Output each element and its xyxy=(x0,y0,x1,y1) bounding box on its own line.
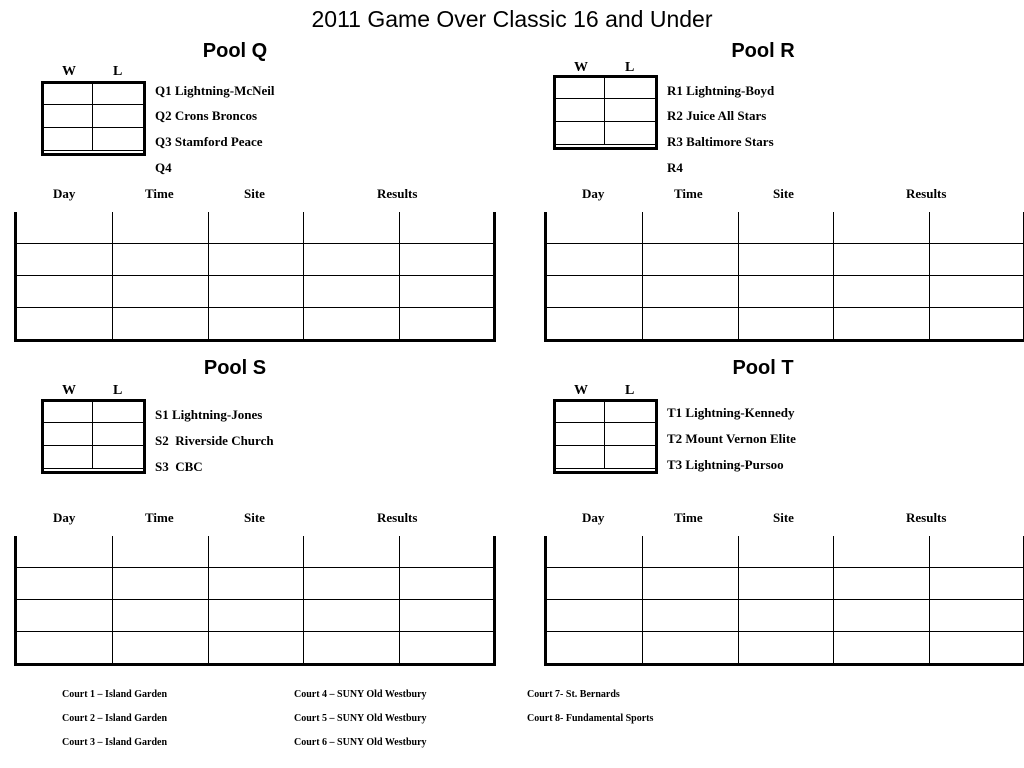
pool-r xyxy=(512,40,1024,370)
schedule-cell[interactable] xyxy=(208,536,304,568)
schedule-cell[interactable] xyxy=(304,632,400,664)
schedule-cell[interactable] xyxy=(738,308,834,340)
schedule-cell[interactable] xyxy=(547,568,643,600)
schedule-cell[interactable] xyxy=(208,212,304,244)
win-loss-grid xyxy=(553,75,656,145)
wl-cell[interactable] xyxy=(554,122,605,145)
schedule-cell[interactable] xyxy=(304,212,400,244)
pool-q-title: Pool Q xyxy=(202,40,268,62)
wins-header: W xyxy=(62,383,76,398)
schedule-cell[interactable] xyxy=(930,308,1024,340)
day-header: Day xyxy=(53,186,76,201)
losses-header: L xyxy=(113,383,123,398)
schedule-cell[interactable] xyxy=(304,568,400,600)
wins-header: W xyxy=(574,60,588,75)
schedule-cell[interactable] xyxy=(17,536,113,568)
wl-cell[interactable] xyxy=(93,446,144,469)
win-loss-grid xyxy=(553,399,656,469)
schedule-cell[interactable] xyxy=(400,632,496,664)
wl-cell[interactable] xyxy=(42,400,93,423)
schedule-cell[interactable] xyxy=(834,212,930,244)
schedule-cell[interactable] xyxy=(112,244,208,276)
pool-t xyxy=(512,357,1024,687)
pool-q xyxy=(0,40,512,370)
schedule-cell[interactable] xyxy=(547,536,643,568)
schedule-cell[interactable] xyxy=(208,276,304,308)
team-q4: Q4 xyxy=(155,160,172,175)
schedule-cell[interactable] xyxy=(304,600,400,632)
wl-cell[interactable] xyxy=(605,76,656,99)
wl-cell[interactable] xyxy=(42,423,93,446)
schedule-cell[interactable] xyxy=(547,600,643,632)
wl-cell[interactable] xyxy=(93,82,144,105)
team-s1: S1 Lightning-Jones xyxy=(155,407,263,422)
schedule-cell[interactable] xyxy=(400,568,496,600)
schedule-table xyxy=(16,212,496,340)
site-header: Site xyxy=(773,186,794,201)
team-q3: Q3 Stamford Peace xyxy=(155,134,263,149)
team-q1: Q1 Lightning-McNeil xyxy=(155,83,275,98)
wl-cell[interactable] xyxy=(93,400,144,423)
schedule-cell[interactable] xyxy=(17,600,113,632)
schedule-cell[interactable] xyxy=(930,568,1024,600)
wl-cell[interactable] xyxy=(42,128,93,151)
wl-cell[interactable] xyxy=(554,99,605,122)
pool-s xyxy=(0,357,512,687)
schedule-cell[interactable] xyxy=(738,244,834,276)
schedule-cell[interactable] xyxy=(208,308,304,340)
results-header: Results xyxy=(906,186,947,201)
day-header: Day xyxy=(582,510,605,525)
schedule-cell[interactable] xyxy=(547,308,643,340)
schedule-cell[interactable] xyxy=(642,632,738,664)
team-r1: R1 Lightning-Boyd xyxy=(667,83,775,98)
schedule-cell[interactable] xyxy=(112,212,208,244)
court-3: Court 3 – Island Garden xyxy=(62,737,168,748)
results-header: Results xyxy=(377,510,418,525)
schedule-cell[interactable] xyxy=(304,244,400,276)
schedule-cell[interactable] xyxy=(17,212,113,244)
schedule-cell[interactable] xyxy=(930,212,1024,244)
schedule-cell[interactable] xyxy=(834,536,930,568)
schedule-cell[interactable] xyxy=(547,212,643,244)
schedule-cell[interactable] xyxy=(400,536,496,568)
schedule-cell[interactable] xyxy=(642,536,738,568)
schedule-cell[interactable] xyxy=(642,212,738,244)
schedule-cell[interactable] xyxy=(738,600,834,632)
schedule-cell[interactable] xyxy=(834,600,930,632)
day-header: Day xyxy=(53,510,76,525)
schedule-cell[interactable] xyxy=(547,244,643,276)
pool-r-title: Pool R xyxy=(731,40,795,62)
schedule-cell[interactable] xyxy=(208,632,304,664)
win-loss-grid xyxy=(41,399,144,469)
team-t2: T2 Mount Vernon Elite xyxy=(667,431,796,446)
wl-cell[interactable] xyxy=(554,423,605,446)
wins-header: W xyxy=(62,64,76,79)
team-t3: T3 Lightning-Pursoo xyxy=(667,457,784,472)
schedule-cell[interactable] xyxy=(738,632,834,664)
pool-t-title: Pool T xyxy=(732,357,794,379)
schedule-cell[interactable] xyxy=(208,568,304,600)
win-loss-grid xyxy=(41,81,144,151)
team-r2: R2 Juice All Stars xyxy=(667,108,767,123)
time-header: Time xyxy=(145,186,174,201)
schedule-cell[interactable] xyxy=(17,276,113,308)
wins-header: W xyxy=(574,383,588,398)
schedule-cell[interactable] xyxy=(547,632,643,664)
schedule-cell[interactable] xyxy=(930,600,1024,632)
court-2: Court 2 – Island Garden xyxy=(62,713,168,724)
time-header: Time xyxy=(145,510,174,525)
team-q2: Q2 Crons Broncos xyxy=(155,108,258,123)
court-7: Court 7- St. Bernards xyxy=(527,689,620,700)
wl-cell[interactable] xyxy=(554,446,605,469)
wl-cell[interactable] xyxy=(42,105,93,128)
schedule-cell[interactable] xyxy=(17,568,113,600)
schedule-cell[interactable] xyxy=(642,244,738,276)
day-header: Day xyxy=(582,186,605,201)
site-header: Site xyxy=(244,186,265,201)
schedule-table xyxy=(546,212,1024,340)
wl-cell[interactable] xyxy=(605,400,656,423)
schedule-cell[interactable] xyxy=(547,276,643,308)
team-s3: S3 CBC xyxy=(155,459,203,474)
schedule-cell[interactable] xyxy=(400,308,496,340)
page-title: 2011 Game Over Classic 16 and Under xyxy=(311,6,713,32)
schedule-cell[interactable] xyxy=(834,244,930,276)
wl-cell[interactable] xyxy=(605,122,656,145)
schedule-cell[interactable] xyxy=(112,568,208,600)
schedule-cell[interactable] xyxy=(112,308,208,340)
schedule-cell[interactable] xyxy=(642,308,738,340)
court-1: Court 1 – Island Garden xyxy=(62,689,168,700)
results-header: Results xyxy=(377,186,418,201)
schedule-cell[interactable] xyxy=(738,568,834,600)
wl-cell[interactable] xyxy=(93,105,144,128)
wl-cell[interactable] xyxy=(605,99,656,122)
schedule-cell[interactable] xyxy=(642,600,738,632)
site-header: Site xyxy=(244,510,265,525)
schedule-cell[interactable] xyxy=(738,212,834,244)
team-s2: S2 Riverside Church xyxy=(155,433,274,448)
schedule-cell[interactable] xyxy=(400,600,496,632)
schedule-cell[interactable] xyxy=(17,632,113,664)
losses-header: L xyxy=(625,60,635,75)
court-8: Court 8- Fundamental Sports xyxy=(527,713,654,724)
court-6: Court 6 – SUNY Old Westbury xyxy=(294,737,427,748)
losses-header: L xyxy=(625,383,635,398)
wl-cell[interactable] xyxy=(42,446,93,469)
schedule-cell[interactable] xyxy=(400,244,496,276)
schedule-cell[interactable] xyxy=(304,276,400,308)
schedule-cell[interactable] xyxy=(400,276,496,308)
schedule-cell[interactable] xyxy=(17,308,113,340)
team-r3: R3 Baltimore Stars xyxy=(667,134,774,149)
schedule-cell[interactable] xyxy=(208,600,304,632)
schedule-cell[interactable] xyxy=(930,536,1024,568)
schedule-cell[interactable] xyxy=(208,244,304,276)
court-4: Court 4 – SUNY Old Westbury xyxy=(294,689,427,700)
schedule-cell[interactable] xyxy=(17,244,113,276)
schedule-cell[interactable] xyxy=(930,276,1024,308)
schedule-cell[interactable] xyxy=(834,276,930,308)
results-header: Results xyxy=(906,510,947,525)
schedule-table xyxy=(16,536,496,664)
schedule-cell[interactable] xyxy=(834,308,930,340)
schedule-cell[interactable] xyxy=(112,276,208,308)
schedule-cell[interactable] xyxy=(930,244,1024,276)
time-header: Time xyxy=(674,510,703,525)
schedule-cell[interactable] xyxy=(112,600,208,632)
wl-cell[interactable] xyxy=(605,423,656,446)
court-5: Court 5 – SUNY Old Westbury xyxy=(294,713,427,724)
schedule-cell[interactable] xyxy=(304,536,400,568)
wl-cell[interactable] xyxy=(93,128,144,151)
schedule-cell[interactable] xyxy=(834,632,930,664)
schedule-cell[interactable] xyxy=(642,568,738,600)
time-header: Time xyxy=(674,186,703,201)
schedule-cell[interactable] xyxy=(738,536,834,568)
schedule-cell[interactable] xyxy=(304,308,400,340)
wl-cell[interactable] xyxy=(93,423,144,446)
team-r4: R4 xyxy=(667,160,683,175)
schedule-cell[interactable] xyxy=(930,632,1024,664)
pool-s-title: Pool S xyxy=(203,357,267,379)
site-header: Site xyxy=(773,510,794,525)
wl-cell[interactable] xyxy=(42,82,93,105)
schedule-cell[interactable] xyxy=(112,632,208,664)
losses-header: L xyxy=(113,64,123,79)
schedule-cell[interactable] xyxy=(642,276,738,308)
team-t1: T1 Lightning-Kennedy xyxy=(667,405,795,420)
wl-cell[interactable] xyxy=(554,400,605,423)
schedule-cell[interactable] xyxy=(738,276,834,308)
schedule-cell[interactable] xyxy=(834,568,930,600)
wl-cell[interactable] xyxy=(554,76,605,99)
schedule-cell[interactable] xyxy=(400,212,496,244)
wl-cell[interactable] xyxy=(605,446,656,469)
schedule-table xyxy=(546,536,1024,664)
schedule-cell[interactable] xyxy=(112,536,208,568)
